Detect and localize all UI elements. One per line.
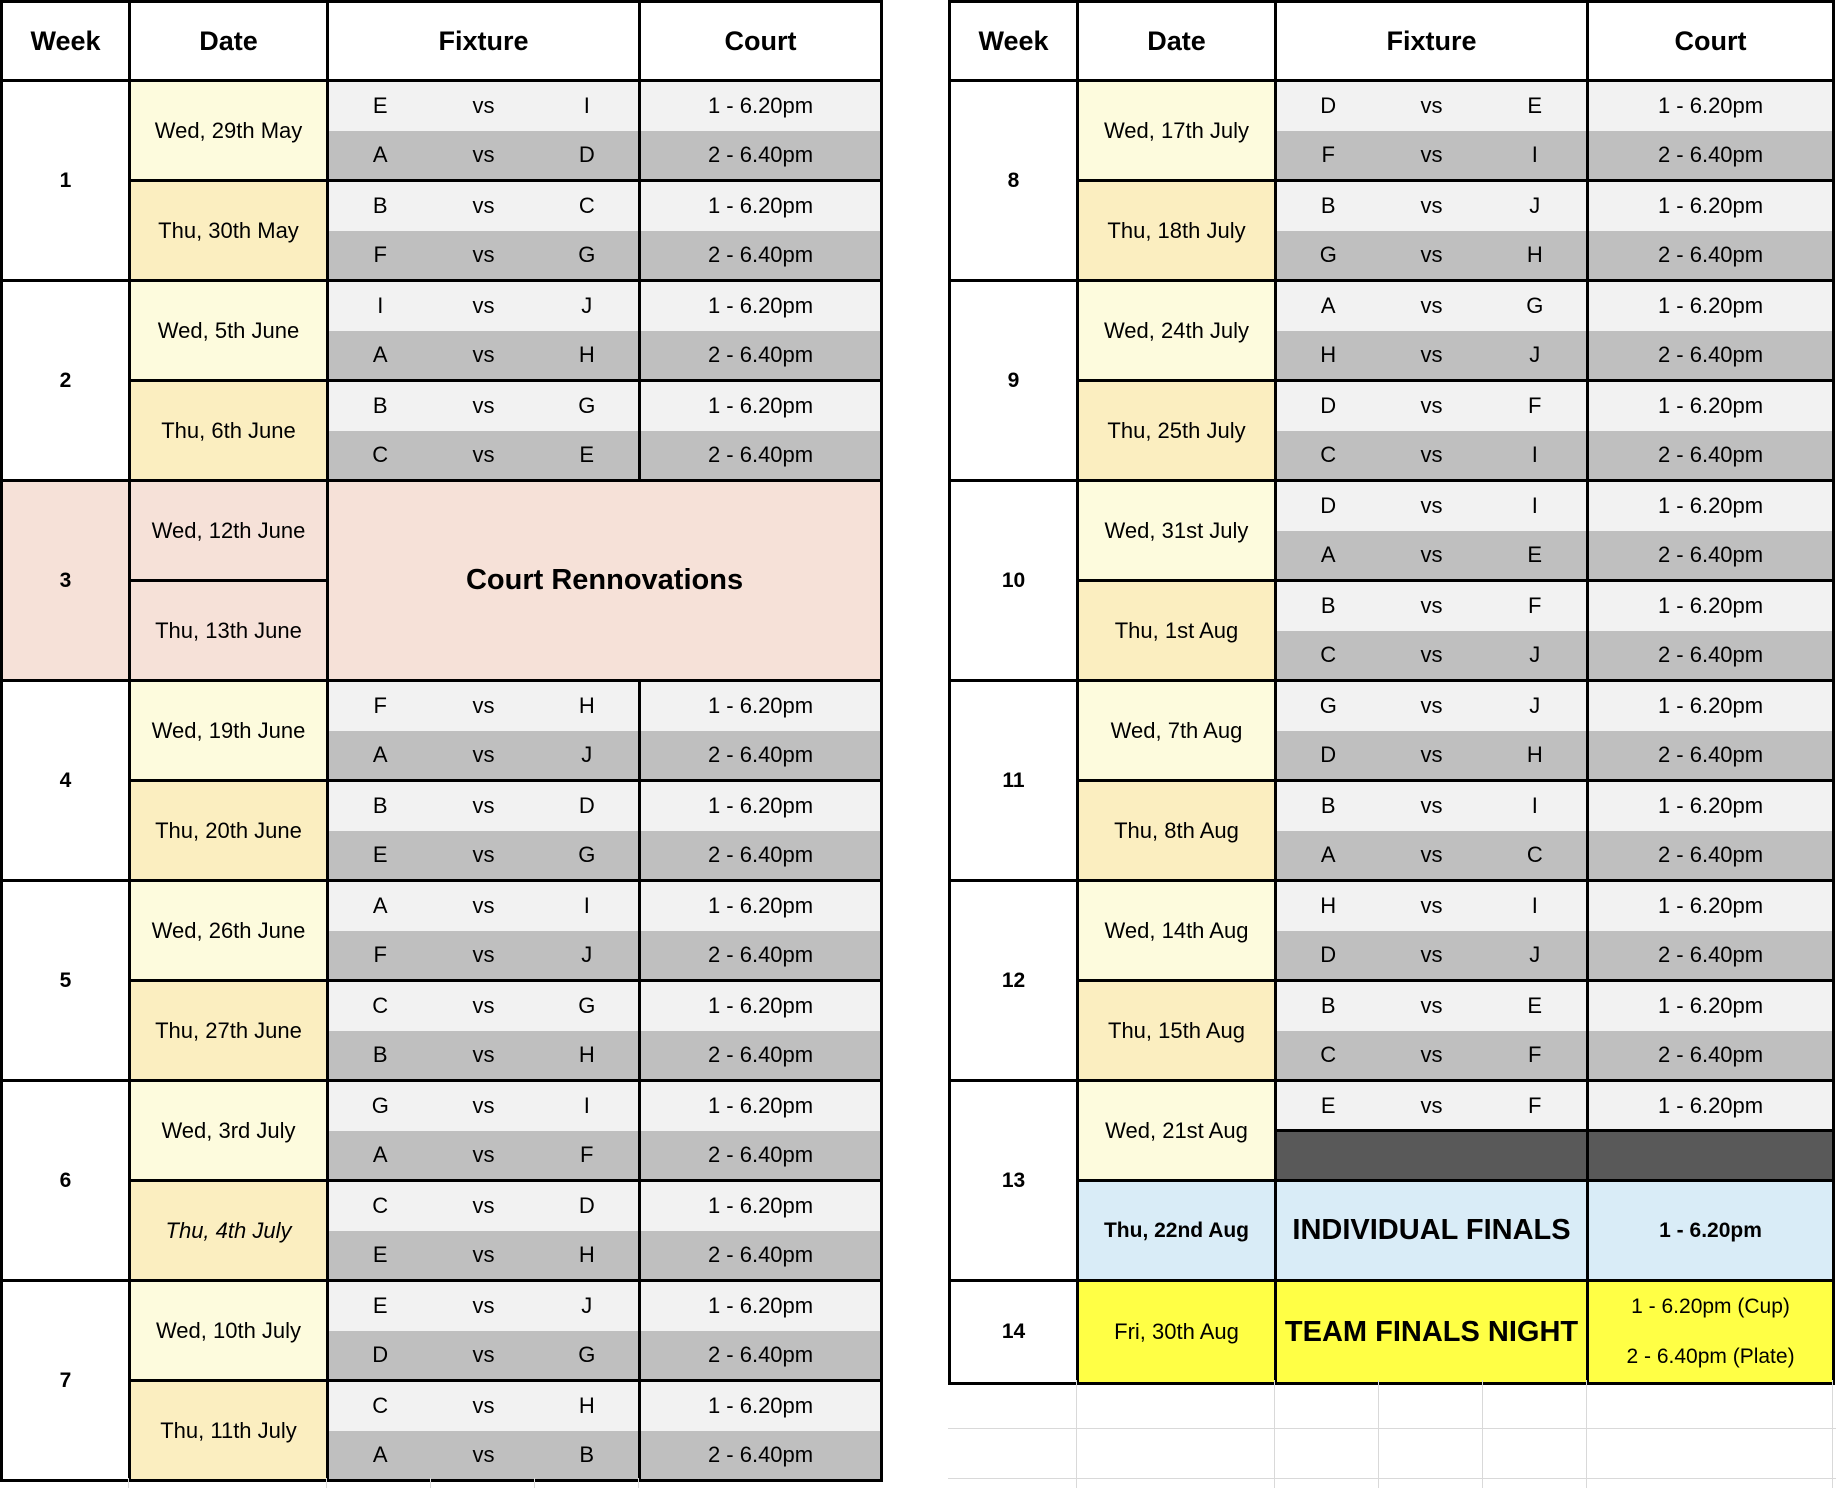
- home-team[interactable]: C: [328, 981, 432, 1031]
- date-cell[interactable]: Thu, 4th July: [130, 1181, 328, 1281]
- court-cell[interactable]: 1 - 6.20pm: [640, 1281, 882, 1331]
- court-cell[interactable]: 2 - 6.40pm: [640, 431, 882, 481]
- fixture-row: [2, 1381, 882, 1431]
- away-team[interactable]: J: [1484, 681, 1588, 731]
- vs-label: vs: [1380, 381, 1484, 431]
- home-team[interactable]: C: [328, 1181, 432, 1231]
- vs-label: vs: [432, 281, 536, 331]
- home-team[interactable]: A: [328, 731, 432, 781]
- vs-label: vs: [1380, 331, 1484, 381]
- home-team[interactable]: E: [328, 1281, 432, 1331]
- home-team[interactable]: B: [1276, 581, 1380, 631]
- home-team[interactable]: A: [328, 131, 432, 181]
- week-cell[interactable]: 14: [950, 1281, 1078, 1384]
- court-cell[interactable]: 1 - 6.20pm: [640, 781, 882, 831]
- court-cell[interactable]: 2 - 6.40pm: [1588, 531, 1834, 581]
- fixture-row: [950, 581, 1834, 631]
- court-cell[interactable]: 2 - 6.40pm: [640, 1031, 882, 1081]
- away-team[interactable]: I: [1484, 781, 1588, 831]
- vs-label: vs: [1380, 1081, 1484, 1131]
- vs-label: vs: [432, 231, 536, 281]
- home-team[interactable]: B: [328, 1031, 432, 1081]
- away-team[interactable]: D: [536, 131, 640, 181]
- home-team[interactable]: B: [328, 381, 432, 431]
- date-cell[interactable]: Wed, 31st July: [1078, 481, 1276, 581]
- fixture-row: [950, 381, 1834, 431]
- week-cell[interactable]: 4: [2, 681, 130, 881]
- home-team[interactable]: F: [328, 931, 432, 981]
- header-date[interactable]: Date: [130, 2, 328, 81]
- week-cell[interactable]: 8: [950, 81, 1078, 281]
- date-cell[interactable]: Wed, 12th June: [130, 481, 328, 581]
- fixture-row: [2, 1281, 882, 1331]
- court-cell[interactable]: 2 - 6.40pm: [640, 831, 882, 881]
- court-cell[interactable]: 1 - 6.20pm: [640, 181, 882, 231]
- court-cell[interactable]: 1 - 6.20pm: [640, 1181, 882, 1231]
- home-team[interactable]: G: [1276, 231, 1380, 281]
- home-team[interactable]: D: [328, 1331, 432, 1381]
- home-team[interactable]: F: [328, 231, 432, 281]
- away-team[interactable]: G: [536, 381, 640, 431]
- date-cell[interactable]: Thu, 25th July: [1078, 381, 1276, 481]
- vs-label: vs: [432, 381, 536, 431]
- vs-label: vs: [1380, 881, 1484, 931]
- date-cell[interactable]: Thu, 18th July: [1078, 181, 1276, 281]
- vs-label: vs: [1380, 981, 1484, 1031]
- away-team[interactable]: I: [536, 81, 640, 131]
- away-team[interactable]: F: [1484, 1081, 1588, 1131]
- empty-slot: [1276, 1131, 1588, 1181]
- away-team[interactable]: I: [1484, 881, 1588, 931]
- away-team[interactable]: G: [536, 1331, 640, 1381]
- court-cell[interactable]: 1 - 6.20pm: [1588, 281, 1834, 331]
- away-team[interactable]: J: [1484, 181, 1588, 231]
- vs-label: vs: [1380, 731, 1484, 781]
- fixture-row: [2, 681, 882, 731]
- individual-finals-label: INDIVIDUAL FINALS: [1276, 1181, 1588, 1281]
- vs-label: vs: [432, 1231, 536, 1281]
- header-week[interactable]: Week: [2, 2, 130, 81]
- home-team[interactable]: A: [328, 1131, 432, 1181]
- away-team[interactable]: J: [536, 931, 640, 981]
- home-team[interactable]: G: [328, 1081, 432, 1131]
- header-court[interactable]: Court: [1588, 2, 1834, 81]
- away-team[interactable]: F: [1484, 381, 1588, 431]
- away-team[interactable]: C: [536, 181, 640, 231]
- date-cell[interactable]: Wed, 21st Aug: [1078, 1081, 1276, 1181]
- vs-label: vs: [432, 1031, 536, 1081]
- vs-label: vs: [432, 1381, 536, 1431]
- vs-label: vs: [432, 131, 536, 181]
- court-cell[interactable]: 2 - 6.40pm: [640, 131, 882, 181]
- date-cell[interactable]: Wed, 3rd July: [130, 1081, 328, 1181]
- away-team[interactable]: J: [536, 1281, 640, 1331]
- vs-label: vs: [432, 1131, 536, 1181]
- away-team[interactable]: J: [1484, 631, 1588, 681]
- home-team[interactable]: G: [1276, 681, 1380, 731]
- home-team[interactable]: E: [1276, 1081, 1380, 1131]
- court-cell[interactable]: 2 - 6.40pm: [1588, 1031, 1834, 1081]
- court-cell[interactable]: 1 - 6.20pm: [1588, 481, 1834, 531]
- away-team[interactable]: I: [1484, 431, 1588, 481]
- home-team[interactable]: D: [1276, 81, 1380, 131]
- fixture-row: [950, 1081, 1834, 1131]
- home-team[interactable]: E: [328, 831, 432, 881]
- court-cell[interactable]: 1 - 6.20pm: [1588, 781, 1834, 831]
- away-team[interactable]: J: [536, 731, 640, 781]
- vs-label: vs: [1380, 531, 1484, 581]
- vs-label: vs: [432, 981, 536, 1031]
- fixture-row: [2, 81, 882, 131]
- fixture-row: [2, 881, 882, 931]
- date-cell[interactable]: Thu, 22nd Aug: [1078, 1181, 1276, 1281]
- away-team[interactable]: H: [536, 1381, 640, 1431]
- away-team[interactable]: J: [536, 281, 640, 331]
- away-team[interactable]: D: [536, 781, 640, 831]
- date-cell[interactable]: Wed, 5th June: [130, 281, 328, 381]
- week-cell[interactable]: 6: [2, 1081, 130, 1281]
- away-team[interactable]: J: [1484, 931, 1588, 981]
- away-team[interactable]: G: [536, 831, 640, 881]
- cup-court-slot: 1 - 6.20pm (Cup): [1631, 1295, 1790, 1318]
- header-week[interactable]: Week: [950, 2, 1078, 81]
- home-team[interactable]: B: [1276, 781, 1380, 831]
- court-cell[interactable]: 1 - 6.20pm: [640, 981, 882, 1031]
- court-cell[interactable]: 1 - 6.20pm: [640, 281, 882, 331]
- home-team[interactable]: A: [1276, 531, 1380, 581]
- vs-label: vs: [432, 781, 536, 831]
- date-cell[interactable]: Wed, 7th Aug: [1078, 681, 1276, 781]
- away-team[interactable]: I: [536, 881, 640, 931]
- home-team[interactable]: A: [328, 331, 432, 381]
- date-cell[interactable]: Thu, 1st Aug: [1078, 581, 1276, 681]
- home-team[interactable]: D: [1276, 731, 1380, 781]
- vs-label: vs: [432, 681, 536, 731]
- week-cell[interactable]: 12: [950, 881, 1078, 1081]
- away-team[interactable]: H: [536, 331, 640, 381]
- vs-label: vs: [432, 431, 536, 481]
- home-team[interactable]: B: [328, 181, 432, 231]
- home-team[interactable]: A: [328, 1431, 432, 1481]
- court-cell[interactable]: 2 - 6.40pm: [640, 1131, 882, 1181]
- away-team[interactable]: H: [1484, 231, 1588, 281]
- vs-label: vs: [432, 731, 536, 781]
- fixture-row: [2, 1181, 882, 1231]
- home-team[interactable]: D: [1276, 481, 1380, 531]
- date-cell[interactable]: Wed, 19th June: [130, 681, 328, 781]
- court-cell[interactable]: 2 - 6.40pm: [640, 731, 882, 781]
- fixture-row: [2, 1081, 882, 1131]
- week-cell[interactable]: 5: [2, 881, 130, 1081]
- home-team[interactable]: A: [1276, 831, 1380, 881]
- court-cell[interactable]: 2 - 6.40pm: [1588, 931, 1834, 981]
- away-team[interactable]: I: [536, 1081, 640, 1131]
- home-team[interactable]: B: [1276, 981, 1380, 1031]
- vs-label: vs: [432, 331, 536, 381]
- fixture-row: [950, 881, 1834, 931]
- home-team[interactable]: C: [328, 1381, 432, 1431]
- away-team[interactable]: E: [1484, 531, 1588, 581]
- court-cell[interactable]: 1 - 6.20pm: [1588, 381, 1834, 431]
- home-team[interactable]: C: [328, 431, 432, 481]
- date-cell[interactable]: Wed, 26th June: [130, 881, 328, 981]
- fixtures-table-right: [948, 0, 1835, 1385]
- away-team[interactable]: D: [536, 1181, 640, 1231]
- header-date[interactable]: Date: [1078, 2, 1276, 81]
- fixture-row: [2, 781, 882, 831]
- away-team[interactable]: I: [1484, 481, 1588, 531]
- fixture-row: [2, 381, 882, 431]
- home-team[interactable]: F: [328, 681, 432, 731]
- away-team[interactable]: E: [1484, 81, 1588, 131]
- court-cell[interactable]: 2 - 6.40pm: [640, 1431, 882, 1481]
- fixture-row: [950, 281, 1834, 331]
- home-team[interactable]: H: [1276, 881, 1380, 931]
- court-cell[interactable]: 2 - 6.40pm: [1588, 431, 1834, 481]
- spreadsheet-gridlines: [948, 1380, 1836, 1488]
- date-cell[interactable]: Wed, 17th July: [1078, 81, 1276, 181]
- court-cell[interactable]: 1 - 6.20pm: [1588, 881, 1834, 931]
- court-cell[interactable]: 2 - 6.40pm: [1588, 831, 1834, 881]
- court-cell[interactable]: 2 - 6.40pm: [1588, 231, 1834, 281]
- vs-label: vs: [1380, 781, 1484, 831]
- home-team[interactable]: D: [1276, 931, 1380, 981]
- home-team[interactable]: I: [328, 281, 432, 331]
- vs-label: vs: [1380, 581, 1484, 631]
- fixtures-table-left: [0, 0, 883, 1482]
- court-cell[interactable]: 1 - 6.20pm: [640, 381, 882, 431]
- home-team[interactable]: C: [1276, 431, 1380, 481]
- header-fixture[interactable]: Fixture: [1276, 2, 1588, 81]
- court-cell[interactable]: 1 - 6.20pm: [1588, 1081, 1834, 1131]
- vs-label: vs: [432, 881, 536, 931]
- fixture-row: [2, 981, 882, 1031]
- fixture-row: [2, 281, 882, 331]
- court-cell[interactable]: [1588, 1281, 1834, 1384]
- away-team[interactable]: E: [1484, 981, 1588, 1031]
- court-cell[interactable]: 1 - 6.20pm: [1588, 681, 1834, 731]
- court-cell[interactable]: 1 - 6.20pm: [640, 881, 882, 931]
- court-cell[interactable]: 1 - 6.20pm: [640, 81, 882, 131]
- date-cell[interactable]: Thu, 15th Aug: [1078, 981, 1276, 1081]
- home-team[interactable]: C: [1276, 631, 1380, 681]
- vs-label: vs: [1380, 681, 1484, 731]
- court-cell[interactable]: 2 - 6.40pm: [640, 1331, 882, 1381]
- away-team[interactable]: H: [536, 681, 640, 731]
- week-cell[interactable]: 10: [950, 481, 1078, 681]
- week-cell[interactable]: 11: [950, 681, 1078, 881]
- home-team[interactable]: A: [1276, 281, 1380, 331]
- fixture-row: [950, 981, 1834, 1031]
- date-cell[interactable]: Thu, 6th June: [130, 381, 328, 481]
- week-cell[interactable]: 3: [2, 481, 130, 681]
- home-team[interactable]: H: [1276, 331, 1380, 381]
- away-team[interactable]: F: [1484, 581, 1588, 631]
- week-cell[interactable]: 9: [950, 281, 1078, 481]
- home-team[interactable]: D: [1276, 381, 1380, 431]
- court-cell[interactable]: 1 - 6.20pm: [1588, 181, 1834, 231]
- home-team[interactable]: F: [1276, 131, 1380, 181]
- court-cell[interactable]: 2 - 6.40pm: [1588, 131, 1834, 181]
- vs-label: vs: [432, 831, 536, 881]
- renovation-row: [2, 481, 882, 531]
- court-cell[interactable]: 2 - 6.40pm: [640, 1231, 882, 1281]
- vs-label: vs: [1380, 131, 1484, 181]
- home-team[interactable]: C: [1276, 1031, 1380, 1081]
- week-cell[interactable]: 1: [2, 81, 130, 281]
- vs-label: vs: [1380, 631, 1484, 681]
- court-cell[interactable]: 1 - 6.20pm: [1588, 581, 1834, 631]
- vs-label: vs: [1380, 431, 1484, 481]
- date-cell[interactable]: Wed, 14th Aug: [1078, 881, 1276, 981]
- date-cell[interactable]: Thu, 13th June: [130, 581, 328, 681]
- vs-label: vs: [1380, 81, 1484, 131]
- week-cell[interactable]: 2: [2, 281, 130, 481]
- spreadsheet-gridlines-left: [0, 1478, 880, 1488]
- home-team[interactable]: E: [328, 1231, 432, 1281]
- vs-label: vs: [1380, 181, 1484, 231]
- vs-label: vs: [432, 1331, 536, 1381]
- court-renovations-notice: Court Rennovations: [328, 481, 882, 681]
- week-cell[interactable]: 7: [2, 1281, 130, 1481]
- date-cell[interactable]: Wed, 29th May: [130, 81, 328, 181]
- court-cell[interactable]: 1 - 6.20pm: [640, 1381, 882, 1431]
- away-team[interactable]: F: [536, 1131, 640, 1181]
- date-cell[interactable]: Thu, 8th Aug: [1078, 781, 1276, 881]
- vs-label: vs: [1380, 231, 1484, 281]
- home-team[interactable]: B: [328, 781, 432, 831]
- home-team[interactable]: B: [1276, 181, 1380, 231]
- home-team[interactable]: E: [328, 81, 432, 131]
- away-team[interactable]: I: [1484, 131, 1588, 181]
- date-cell[interactable]: Thu, 30th May: [130, 181, 328, 281]
- fixture-row: [2, 181, 882, 231]
- vs-label: vs: [1380, 1031, 1484, 1081]
- court-cell[interactable]: 2 - 6.40pm: [640, 231, 882, 281]
- vs-label: vs: [432, 1181, 536, 1231]
- away-team[interactable]: J: [1484, 331, 1588, 381]
- away-team[interactable]: H: [536, 1231, 640, 1281]
- vs-label: vs: [1380, 931, 1484, 981]
- plate-court-slot: 2 - 6.40pm (Plate): [1626, 1345, 1795, 1368]
- court-cell[interactable]: 1 - 6.20pm: [1588, 981, 1834, 1031]
- vs-label: vs: [1380, 481, 1484, 531]
- date-cell[interactable]: Thu, 20th June: [130, 781, 328, 881]
- date-cell[interactable]: Thu, 27th June: [130, 981, 328, 1081]
- team-finals-night-label: TEAM FINALS NIGHT: [1276, 1281, 1588, 1384]
- court-cell[interactable]: 1 - 6.20pm: [640, 1081, 882, 1131]
- court-cell[interactable]: 1 - 6.20pm: [1588, 81, 1834, 131]
- away-team[interactable]: B: [536, 1431, 640, 1481]
- header-fixture[interactable]: Fixture: [328, 2, 640, 81]
- vs-label: vs: [432, 81, 536, 131]
- away-team[interactable]: G: [536, 981, 640, 1031]
- empty-court-slot: [1588, 1131, 1834, 1181]
- away-team[interactable]: F: [1484, 1031, 1588, 1081]
- away-team[interactable]: E: [536, 431, 640, 481]
- fixture-row: [950, 681, 1834, 731]
- court-cell[interactable]: 2 - 6.40pm: [640, 331, 882, 381]
- fixture-row: [950, 481, 1834, 531]
- away-team[interactable]: H: [536, 1031, 640, 1081]
- away-team[interactable]: G: [536, 231, 640, 281]
- date-cell[interactable]: Wed, 24th July: [1078, 281, 1276, 381]
- court-cell[interactable]: 1 - 6.20pm: [640, 681, 882, 731]
- date-cell[interactable]: Fri, 30th Aug: [1078, 1281, 1276, 1384]
- vs-label: vs: [1380, 281, 1484, 331]
- date-cell[interactable]: Wed, 10th July: [130, 1281, 328, 1381]
- court-cell[interactable]: 1 - 6.20pm: [1588, 1181, 1834, 1281]
- away-team[interactable]: H: [1484, 731, 1588, 781]
- fixture-row: [950, 81, 1834, 131]
- week-cell[interactable]: 13: [950, 1081, 1078, 1281]
- court-cell[interactable]: 2 - 6.40pm: [1588, 731, 1834, 781]
- vs-label: vs: [432, 1081, 536, 1131]
- court-cell[interactable]: 2 - 6.40pm: [640, 931, 882, 981]
- header-court[interactable]: Court: [640, 2, 882, 81]
- court-cell[interactable]: 2 - 6.40pm: [1588, 331, 1834, 381]
- vs-label: vs: [432, 181, 536, 231]
- away-team[interactable]: G: [1484, 281, 1588, 331]
- away-team[interactable]: C: [1484, 831, 1588, 881]
- vs-label: vs: [432, 1281, 536, 1331]
- home-team[interactable]: A: [328, 881, 432, 931]
- vs-label: vs: [432, 931, 536, 981]
- fixture-row: [950, 781, 1834, 831]
- vs-label: vs: [432, 1431, 536, 1481]
- court-cell[interactable]: 2 - 6.40pm: [1588, 631, 1834, 681]
- vs-label: vs: [1380, 831, 1484, 881]
- date-cell[interactable]: Thu, 11th July: [130, 1381, 328, 1481]
- fixture-row: [950, 181, 1834, 231]
